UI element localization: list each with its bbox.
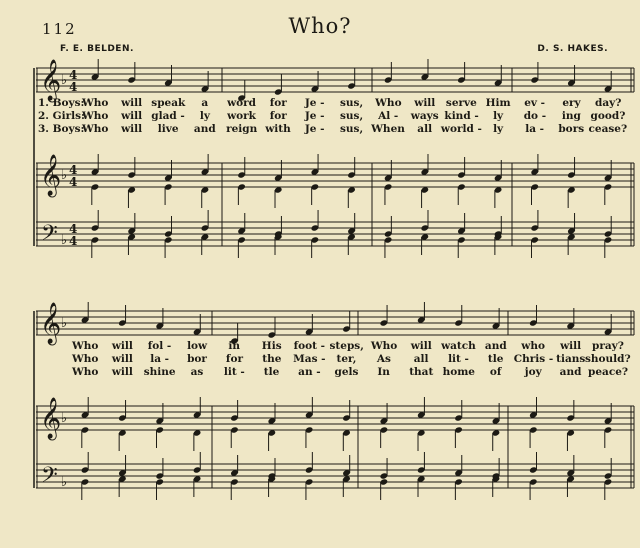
treble-clef-icon: 𝄞 <box>40 303 62 344</box>
hymn-title: Who? <box>288 14 352 38</box>
lyric-syllable: His <box>261 340 282 352</box>
treble-clef-icon: 𝄞 <box>40 155 62 196</box>
page-number: 112 <box>42 20 77 38</box>
lyric-syllable: In <box>377 366 390 378</box>
lyric-syllable: that <box>409 366 434 378</box>
lyric-syllable: ery <box>562 97 581 109</box>
lyric-syllable: tle <box>487 353 504 365</box>
lyric-syllable: will <box>121 123 143 135</box>
flat-key-signature-icon: ♭ <box>61 411 68 426</box>
lyric-syllable: for <box>269 110 287 122</box>
lyric-syllable: sus, <box>340 123 364 135</box>
lyric-syllable: good? <box>590 110 626 122</box>
lyric-syllable: Chris - <box>513 353 554 365</box>
lyric-syllable: kind - <box>444 110 479 122</box>
lyric-syllable: will <box>121 97 143 109</box>
lyric-syllable: day? <box>595 97 622 109</box>
lyric-syllable: bor <box>187 353 207 365</box>
lyric-syllable: Je - <box>304 97 325 109</box>
lyric-syllable: will <box>414 97 436 109</box>
lyric-syllable: glad - <box>151 110 185 122</box>
lyric-syllable: for <box>225 353 243 365</box>
lyric-syllable: a <box>201 97 209 109</box>
lyric-syllable: Who <box>82 123 109 135</box>
lyric-syllable: for <box>269 97 287 109</box>
lyric-syllable: live <box>157 123 179 135</box>
lyric-syllable: ly <box>493 110 504 122</box>
lyric-syllable: Je - <box>304 123 325 135</box>
flat-key-signature-icon: ♭ <box>61 233 68 248</box>
lyric-syllable: word <box>227 97 256 109</box>
lyric-syllable: ly <box>199 110 211 122</box>
lyric-syllable: pray? <box>592 340 624 352</box>
bass-clef-icon: 𝄢 <box>41 221 58 251</box>
lyric-syllable: shine <box>143 366 176 378</box>
treble-clef-icon: 𝄞 <box>40 60 62 101</box>
lyric-syllable: bors <box>558 123 585 135</box>
lyric-syllable: gels <box>334 366 359 378</box>
lyric-syllable: tians <box>556 353 586 365</box>
lyric-syllable: will <box>121 110 143 122</box>
lyric-syllable: and <box>484 340 507 352</box>
lyric-syllable: serve <box>445 97 477 109</box>
verse-label: 1. Boys: <box>38 97 85 109</box>
lyric-syllable: who <box>521 340 545 352</box>
lyric-syllable: Him <box>485 97 511 109</box>
time-signature-bottom: 4 <box>69 175 78 189</box>
lyric-syllable: Al - <box>378 110 399 122</box>
lyric-syllable: work <box>227 110 256 122</box>
lyric-syllable: and <box>193 123 216 135</box>
flat-key-signature-icon: ♭ <box>61 475 68 490</box>
lyric-syllable: Mas - <box>293 353 326 365</box>
lyric-syllable: foot - <box>293 340 326 352</box>
bass-clef-icon: 𝄢 <box>41 463 58 493</box>
lyric-syllable: Who <box>370 340 398 352</box>
lyric-syllable: should? <box>585 353 631 365</box>
lyric-syllable: ing <box>561 110 581 122</box>
lyric-syllable: Who <box>72 353 99 365</box>
lyric-syllable: Who <box>375 97 402 109</box>
lyric-syllable: Who <box>82 97 109 109</box>
lyric-syllable: will <box>560 340 582 352</box>
lyric-syllable: peace? <box>588 366 629 378</box>
lyric-syllable: an - <box>298 366 321 378</box>
verse-label: 3. Boys: <box>38 123 85 135</box>
lyric-syllable: in <box>228 340 241 352</box>
lyric-syllable: watch <box>441 340 476 352</box>
lyric-syllable: steps, <box>329 340 364 352</box>
lyric-syllable: lit - <box>223 366 245 378</box>
time-signature-top: 4 <box>69 163 78 177</box>
lyric-syllable: tle <box>263 366 280 378</box>
lyric-syllable: world - <box>440 123 482 135</box>
lyric-syllable: joy <box>524 366 542 378</box>
lyric-syllable: Who <box>72 366 99 378</box>
flat-key-signature-icon: ♭ <box>61 73 68 88</box>
lyric-syllable: la - <box>525 123 545 135</box>
time-signature-top: 4 <box>69 68 78 82</box>
lyric-syllable: will <box>111 353 133 365</box>
lyric-syllable: all <box>417 123 433 135</box>
treble-clef-icon: 𝄞 <box>40 398 62 439</box>
lyric-syllable: As <box>376 353 391 365</box>
lyric-syllable: ly <box>493 123 504 135</box>
lyric-syllable: ev - <box>524 97 545 109</box>
lyric-syllable: Je - <box>304 110 325 122</box>
flat-key-signature-icon: ♭ <box>61 316 68 331</box>
lyric-syllable: low <box>187 340 208 352</box>
lyric-syllable: ways <box>410 110 439 122</box>
verse-label: 2. Girls: <box>38 110 85 122</box>
lyric-syllable: speak <box>151 97 186 109</box>
lyric-syllable: will <box>111 366 133 378</box>
lyric-syllable: sus, <box>340 97 364 109</box>
lyric-syllable: Who <box>72 340 99 352</box>
lyric-syllable: do - <box>523 110 547 122</box>
lyric-syllable: with <box>265 123 291 135</box>
lyric-syllable: ter, <box>336 353 357 365</box>
lyric-syllable: Who <box>82 110 109 122</box>
lyric-syllable: lit - <box>448 353 469 365</box>
flat-key-signature-icon: ♭ <box>61 168 68 183</box>
lyric-syllable: the <box>262 353 282 365</box>
lyric-syllable: home <box>442 366 475 378</box>
time-signature-top: 4 <box>69 222 78 236</box>
lyric-syllable: cease? <box>588 123 628 135</box>
lyric-syllable: reign <box>226 123 258 135</box>
lyric-syllable: will <box>111 340 133 352</box>
lyric-syllable: and <box>559 366 582 378</box>
lyricist-credit: F. E. BELDEN. <box>60 44 134 54</box>
lyric-syllable: sus, <box>340 110 364 122</box>
time-signature-bottom: 4 <box>69 234 78 248</box>
lyric-syllable: as <box>190 366 204 378</box>
lyric-syllable: la - <box>150 353 170 365</box>
lyric-syllable: all <box>413 353 429 365</box>
time-signature-bottom: 4 <box>69 80 78 94</box>
lyric-syllable: of <box>489 366 502 378</box>
lyric-syllable: will <box>410 340 432 352</box>
lyric-syllable: When <box>371 123 405 135</box>
lyric-syllable: fol - <box>147 340 172 352</box>
composer-credit: D. S. HAKES. <box>537 44 608 54</box>
